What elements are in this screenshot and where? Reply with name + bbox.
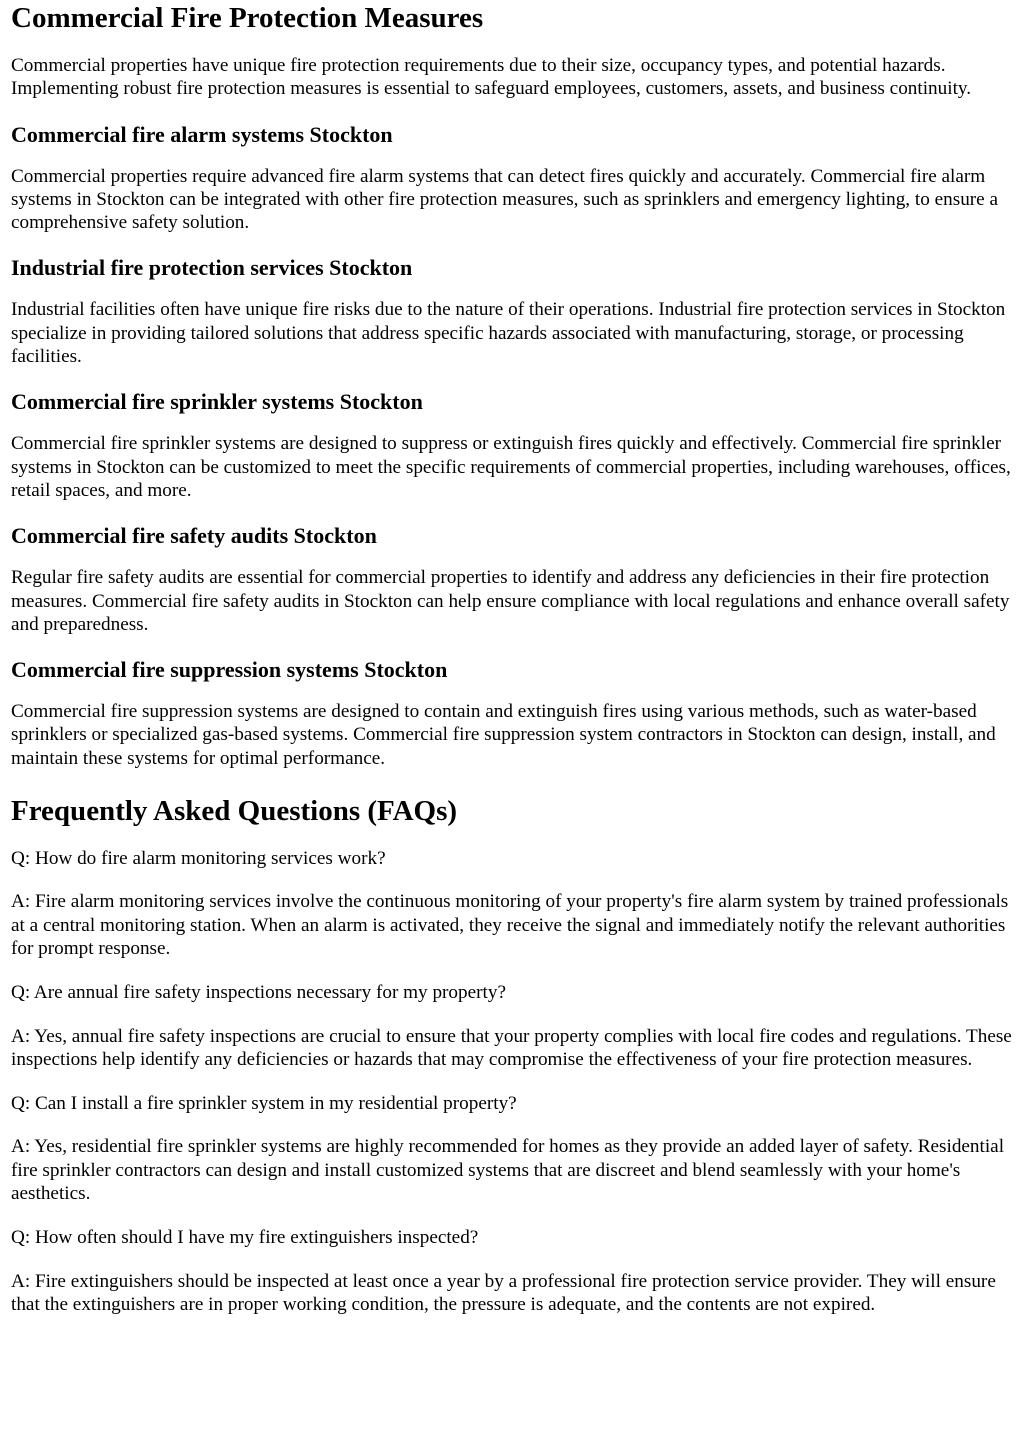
section-body: Industrial facilities often have unique fire risks due to the nature of their operations. Industrial fire protection services in Stockton specialize in providing tailored solutions that address specific hazards associated with manufacturing, storage, or processing facilities. xyxy=(11,299,1006,368)
section-heading: Industrial fire protection services Stockton xyxy=(11,255,413,281)
faq-item xyxy=(11,1092,1013,1205)
section-body: Regular fire safety audits are essential for commercial properties to identify and address any deficiencies in their fire protection measures. Commercial fire safety audits in Stockton can help ensure compliance with local regulations and enhance overall safety and preparedness. xyxy=(11,567,1010,635)
document-page xyxy=(0,1,1024,1316)
faq-question: Q: How do fire alarm monitoring services work? xyxy=(11,848,386,870)
faq-item xyxy=(11,981,1013,1071)
faq-answer: A: Yes, residential fire sprinkler systems are highly recommended for homes as they provide an added layer of safety. Residential fire sprinkler contractors can design and install customized systems that are discreet and blend seamlessly with your home's aesthetics. xyxy=(11,1136,1005,1205)
section-commercial-fire-alarm-systems xyxy=(11,122,1013,235)
faq-answer: A: Yes, annual fire safety inspections are crucial to ensure that your property complies with local fire codes and regulations. These inspections help identify any deficiencies or hazards that may compromise the effectiveness of your fire protection measures. xyxy=(11,1025,1012,1070)
section-commercial-fire-safety-audits xyxy=(11,523,1013,636)
page-title: Commercial Fire Protection Measures xyxy=(11,2,484,34)
faq-title: Frequently Asked Questions (FAQs) xyxy=(11,795,458,828)
section-body: Commercial fire suppression systems are designed to contain and extinguish fires using various methods, such as water-based sprinklers or specialized gas-based systems. Commercial fire suppression system contractors in Stockton can design, install, and maintain these systems for optimal performance. xyxy=(11,701,996,769)
section-heading: Commercial fire suppression systems Stockton xyxy=(11,657,448,683)
faq-question: Q: Can I install a fire sprinkler system in my residential property? xyxy=(11,1093,517,1115)
faq-item xyxy=(11,847,1013,960)
intro-paragraph: Commercial properties have unique fire protection requirements due to their size, occupancy types, and potential hazards. Implementing robust fire protection measures is essential to safeguard employees, customers, assets, and business continuity. xyxy=(11,55,972,100)
faq-answer: A: Fire extinguishers should be inspected at least once a year by a professional fire protection service provider. They will ensure that the extinguishers are in proper working condition, the pressure is adequate, and the contents are not expired. xyxy=(11,1270,996,1315)
section-body: Commercial fire sprinkler systems are designed to suppress or extinguish fires quickly and effectively. Commercial fire sprinkler systems in Stockton can be customized to meet the specific requirements of commercial properties, including warehouses, offices, retail spaces, and more. xyxy=(11,433,1011,501)
section-body: Commercial properties require advanced fire alarm systems that can detect fires quickly and accurately. Commercial fire alarm systems in Stockton can be integrated with other fire protection measures, such as sprinklers and emergency lighting, to ensure a comprehensive safety solution. xyxy=(11,165,999,234)
faq-question: Q: Are annual fire safety inspections necessary for my property? xyxy=(11,982,506,1004)
faq-question: Q: How often should I have my fire extinguishers inspected? xyxy=(11,1227,479,1249)
faq-item xyxy=(11,1226,1013,1316)
section-commercial-fire-suppression-systems xyxy=(11,657,1013,770)
section-heading: Commercial fire alarm systems Stockton xyxy=(11,121,393,147)
section-heading: Commercial fire sprinkler systems Stockton xyxy=(11,389,423,415)
section-commercial-fire-sprinkler-systems xyxy=(11,389,1013,502)
faq-answer: A: Fire alarm monitoring services involve the continuous monitoring of your property's fire alarm system by trained professionals at a central monitoring station. When an alarm is activated, they receive the signal and immediately notify the relevant authorities for prompt response. xyxy=(11,891,1009,959)
section-heading: Commercial fire safety audits Stockton xyxy=(11,523,377,549)
section-industrial-fire-protection-services xyxy=(11,255,1013,368)
